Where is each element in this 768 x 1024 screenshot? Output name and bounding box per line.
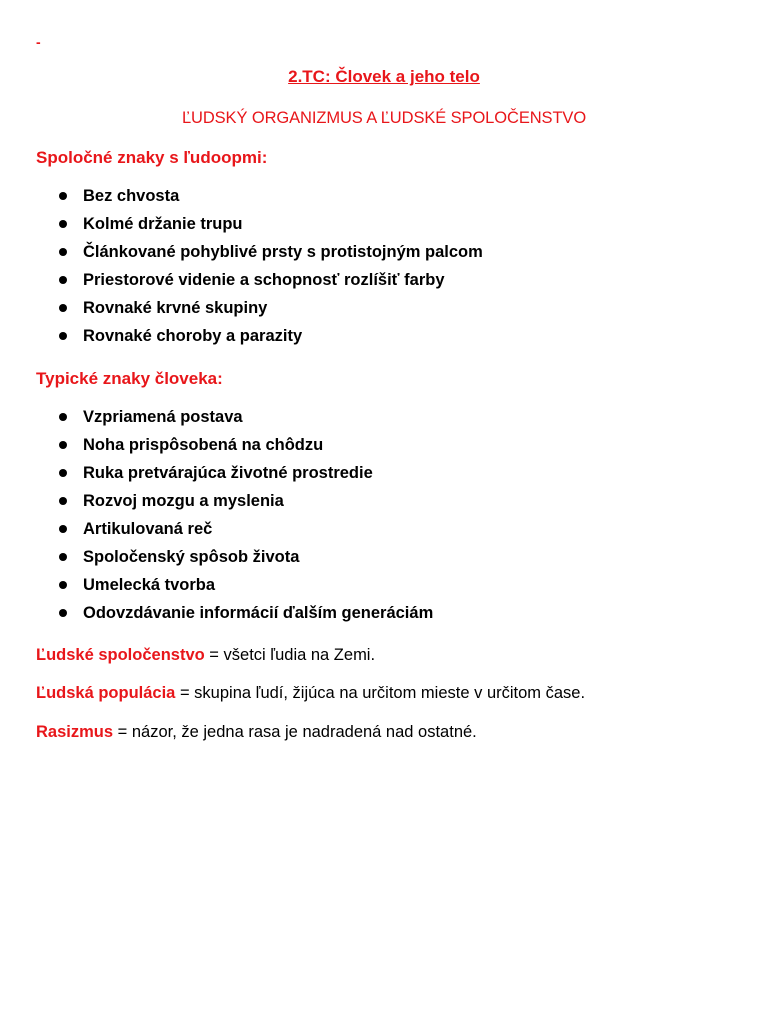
human-traits-list [0,406,433,630]
section-heading-common-traits: Spoločné znaky s ľudoopmi: [36,148,268,167]
common-traits-list [0,185,483,353]
bullet-icon [59,413,67,421]
list-item [0,602,433,630]
list-item [0,462,433,490]
definition-human-community [36,644,375,666]
list-item-text: Artikulovaná reč [83,520,213,538]
bullet-icon [59,609,67,617]
list-item-text: Rozvoj mozgu a myslenia [83,492,284,510]
list-item-text: Spoločenský spôsob života [83,548,300,566]
list-item [0,297,483,325]
definition-term: Ľudské spoločenstvo [36,646,205,664]
list-item-text: Článkované pohyblivé prsty s protistojným palcom [83,243,483,261]
bullet-icon [59,276,67,284]
definition-term: Ľudská populácia [36,684,176,702]
list-item [0,490,433,518]
list-item-text: Odovzdávanie informácií ďalším generáciám [83,604,434,622]
bullet-icon [59,553,67,561]
list-item-text: Rovnaké krvné skupiny [83,299,268,317]
dash-mark: - [36,34,41,50]
section-heading-human-traits: Typické znaky človeka: [36,369,223,388]
list-item-text: Rovnaké choroby a parazity [83,327,303,345]
list-item [0,574,433,602]
list-item [0,406,433,434]
definition-human-population [36,682,585,704]
list-item [0,518,433,546]
list-item [0,325,483,353]
list-item-text: Kolmé držanie trupu [83,215,243,233]
bullet-icon [59,525,67,533]
definition-racism [36,721,477,743]
bullet-icon [59,497,67,505]
page-subtitle: ĽUDSKÝ ORGANIZMUS A ĽUDSKÉ SPOLOČENSTVO [181,109,587,127]
bullet-icon [59,192,67,200]
list-item [0,213,483,241]
bullet-icon [59,441,67,449]
list-item [0,546,433,574]
list-item [0,241,483,269]
bullet-icon [59,332,67,340]
page-title: 2.TC: Človek a jeho telo [288,67,480,86]
list-item-text: Vzpriamená postava [83,408,243,426]
list-item-text: Ruka pretvárajúca životné prostredie [83,464,373,482]
bullet-icon [59,248,67,256]
definition-term: Rasizmus [36,723,114,741]
definition-text: = všetci ľudia na Zemi. [204,646,376,664]
bullet-icon [59,469,67,477]
definition-text: = skupina ľudí, žijúca na určitom mieste v určitom čase. [175,684,586,702]
bullet-icon [59,581,67,589]
bullet-icon [59,304,67,312]
definition-text: = názor, že jedna rasa je nadradená nad ostatné. [113,723,477,741]
list-item-text: Bez chvosta [83,187,180,205]
list-item [0,185,483,213]
list-item-text: Umelecká tvorba [83,576,216,594]
list-item [0,269,483,297]
list-item [0,434,433,462]
list-item-text: Priestorové videnie a schopnosť rozlíšiť farby [83,271,445,289]
bullet-icon [59,220,67,228]
list-item-text: Noha prispôsobená na chôdzu [83,436,324,454]
